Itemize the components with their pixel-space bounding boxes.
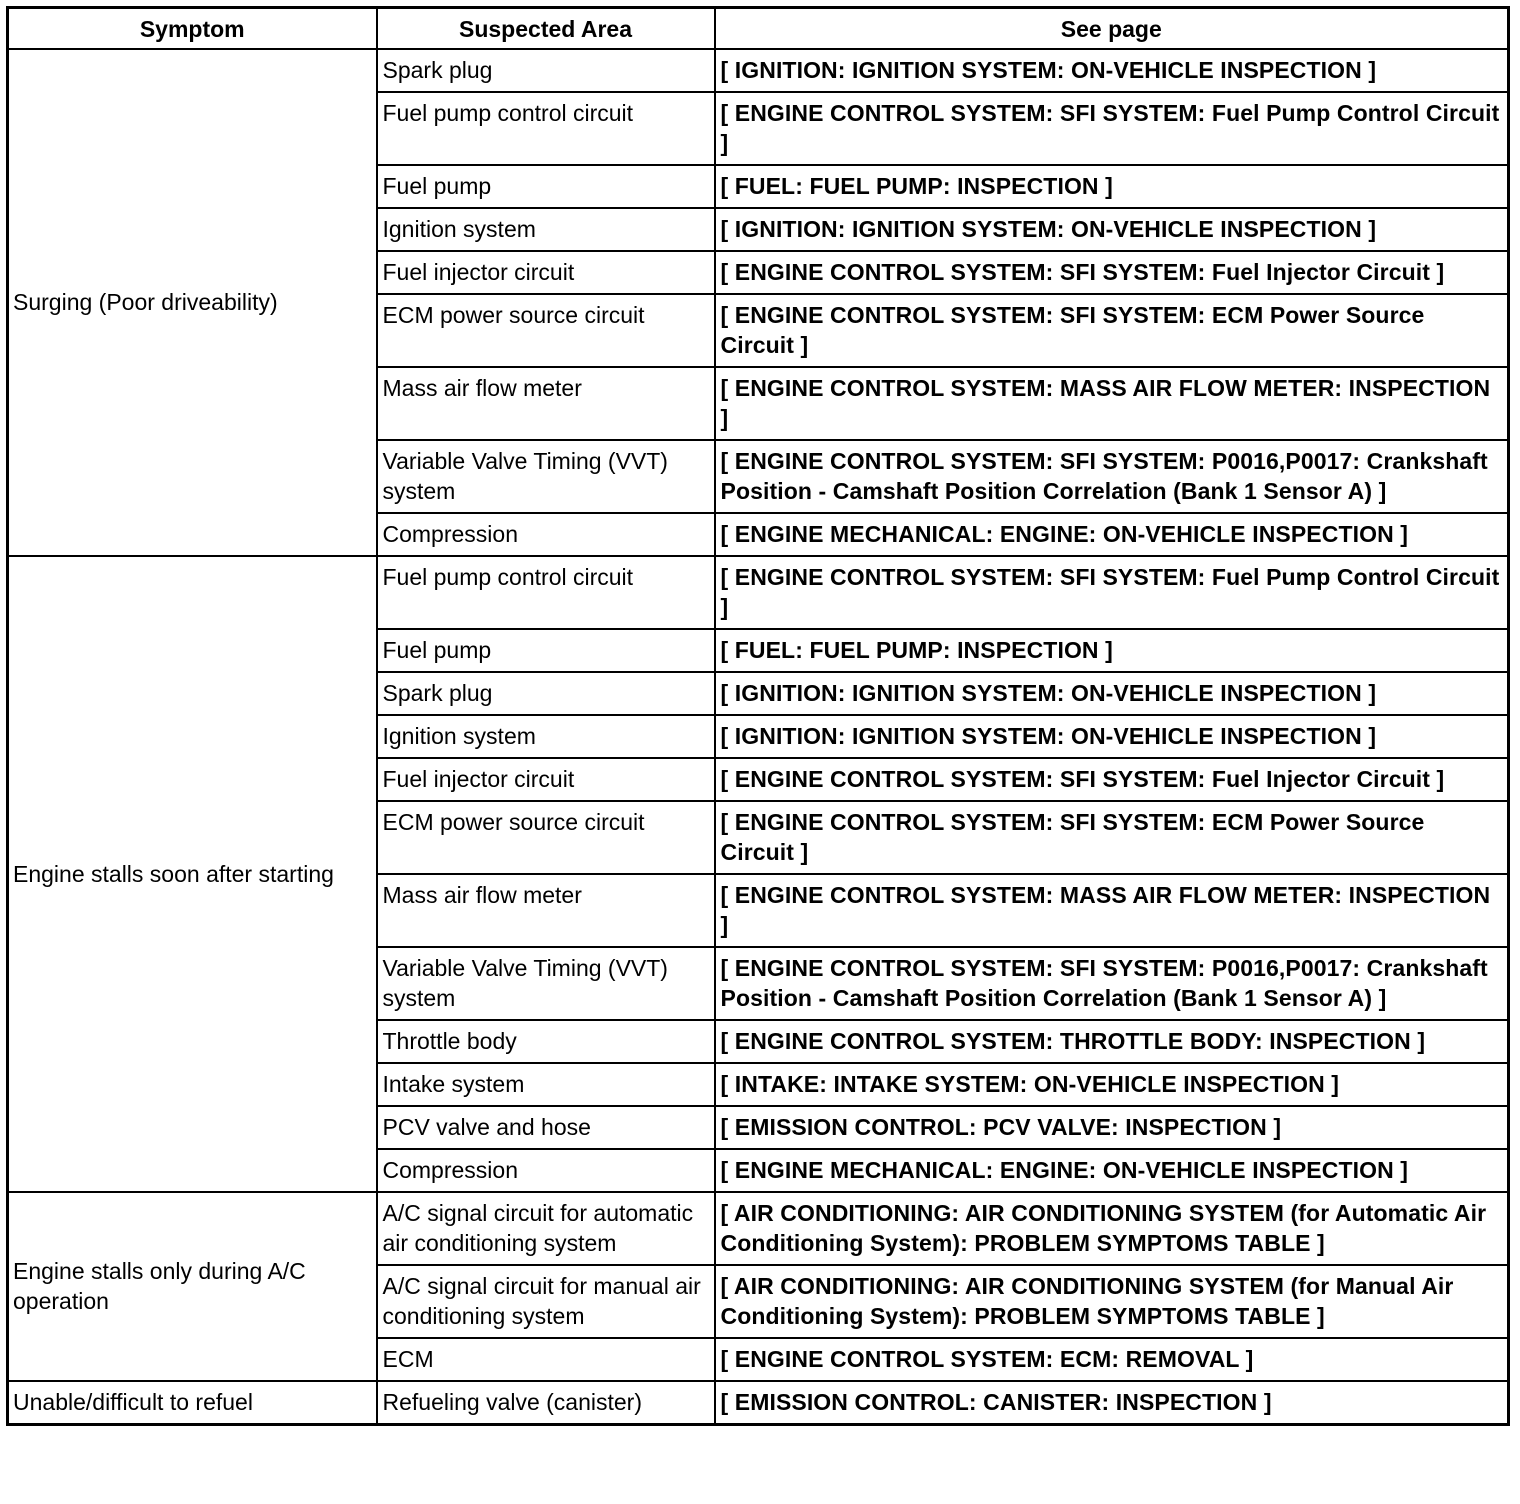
suspected-area-cell: Compression <box>377 513 715 556</box>
suspected-area-cell: A/C signal circuit for manual air conditioning system <box>377 1265 715 1338</box>
suspected-area-cell: Fuel pump <box>377 165 715 208</box>
see-page-link[interactable]: [ ENGINE CONTROL SYSTEM: SFI SYSTEM: P0016,P0017: Crankshaft Position - Camshaft Position Correlation (Bank 1 Sensor A) ] <box>715 947 1509 1020</box>
see-page-link[interactable]: [ ENGINE CONTROL SYSTEM: ECM: REMOVAL ] <box>715 1338 1509 1381</box>
see-page-link[interactable]: [ ENGINE CONTROL SYSTEM: SFI SYSTEM: ECM Power Source Circuit ] <box>715 801 1509 874</box>
see-page-link[interactable]: [ ENGINE CONTROL SYSTEM: SFI SYSTEM: Fuel Pump Control Circuit ] <box>715 92 1509 165</box>
see-page-link[interactable]: [ ENGINE CONTROL SYSTEM: MASS AIR FLOW METER: INSPECTION ] <box>715 874 1509 947</box>
suspected-area-cell: ECM <box>377 1338 715 1381</box>
suspected-area-cell: Spark plug <box>377 49 715 92</box>
table-row <box>8 1192 1509 1265</box>
suspected-area-cell: Intake system <box>377 1063 715 1106</box>
see-page-link[interactable]: [ IGNITION: IGNITION SYSTEM: ON-VEHICLE INSPECTION ] <box>715 208 1509 251</box>
see-page-link[interactable]: [ EMISSION CONTROL: CANISTER: INSPECTION ] <box>715 1381 1509 1425</box>
suspected-area-cell: Throttle body <box>377 1020 715 1063</box>
suspected-area-cell: Variable Valve Timing (VVT) system <box>377 947 715 1020</box>
header-symptom: Symptom <box>8 8 377 50</box>
header-see-page: See page <box>715 8 1509 50</box>
suspected-area-cell: Variable Valve Timing (VVT) system <box>377 440 715 513</box>
see-page-link[interactable]: [ INTAKE: INTAKE SYSTEM: ON-VEHICLE INSPECTION ] <box>715 1063 1509 1106</box>
header-suspected-area: Suspected Area <box>377 8 715 50</box>
see-page-link[interactable]: [ FUEL: FUEL PUMP: INSPECTION ] <box>715 165 1509 208</box>
see-page-link[interactable]: [ AIR CONDITIONING: AIR CONDITIONING SYSTEM (for Manual Air Conditioning System): PROBLEM SYMPTOMS TABLE ] <box>715 1265 1509 1338</box>
suspected-area-cell: Fuel injector circuit <box>377 758 715 801</box>
see-page-link[interactable]: [ ENGINE CONTROL SYSTEM: SFI SYSTEM: Fuel Pump Control Circuit ] <box>715 556 1509 629</box>
table-body <box>8 49 1509 1425</box>
symptom-cell: Engine stalls soon after starting <box>8 556 377 1192</box>
see-page-link[interactable]: [ ENGINE MECHANICAL: ENGINE: ON-VEHICLE INSPECTION ] <box>715 513 1509 556</box>
suspected-area-cell: Fuel pump control circuit <box>377 556 715 629</box>
suspected-area-cell: Mass air flow meter <box>377 874 715 947</box>
see-page-link[interactable]: [ IGNITION: IGNITION SYSTEM: ON-VEHICLE INSPECTION ] <box>715 715 1509 758</box>
table-row <box>8 1381 1509 1425</box>
header-row <box>8 8 1509 50</box>
suspected-area-cell: ECM power source circuit <box>377 294 715 367</box>
see-page-link[interactable]: [ ENGINE CONTROL SYSTEM: MASS AIR FLOW METER: INSPECTION ] <box>715 367 1509 440</box>
see-page-link[interactable]: [ ENGINE CONTROL SYSTEM: SFI SYSTEM: P0016,P0017: Crankshaft Position - Camshaft Position Correlation (Bank 1 Sensor A) ] <box>715 440 1509 513</box>
see-page-link[interactable]: [ ENGINE MECHANICAL: ENGINE: ON-VEHICLE INSPECTION ] <box>715 1149 1509 1192</box>
suspected-area-cell: ECM power source circuit <box>377 801 715 874</box>
suspected-area-cell: PCV valve and hose <box>377 1106 715 1149</box>
suspected-area-cell: Refueling valve (canister) <box>377 1381 715 1425</box>
see-page-link[interactable]: [ IGNITION: IGNITION SYSTEM: ON-VEHICLE INSPECTION ] <box>715 672 1509 715</box>
see-page-link[interactable]: [ FUEL: FUEL PUMP: INSPECTION ] <box>715 629 1509 672</box>
suspected-area-cell: Spark plug <box>377 672 715 715</box>
see-page-link[interactable]: [ ENGINE CONTROL SYSTEM: SFI SYSTEM: ECM Power Source Circuit ] <box>715 294 1509 367</box>
suspected-area-cell: Ignition system <box>377 208 715 251</box>
suspected-area-cell: A/C signal circuit for automatic air conditioning system <box>377 1192 715 1265</box>
suspected-area-cell: Fuel pump <box>377 629 715 672</box>
see-page-link[interactable]: [ ENGINE CONTROL SYSTEM: THROTTLE BODY: INSPECTION ] <box>715 1020 1509 1063</box>
symptom-cell: Unable/difficult to refuel <box>8 1381 377 1425</box>
see-page-link[interactable]: [ EMISSION CONTROL: PCV VALVE: INSPECTION ] <box>715 1106 1509 1149</box>
symptom-cell: Surging (Poor driveability) <box>8 49 377 556</box>
table-row <box>8 49 1509 92</box>
suspected-area-cell: Compression <box>377 1149 715 1192</box>
suspected-area-cell: Fuel pump control circuit <box>377 92 715 165</box>
suspected-area-cell: Ignition system <box>377 715 715 758</box>
see-page-link[interactable]: [ AIR CONDITIONING: AIR CONDITIONING SYSTEM (for Automatic Air Conditioning System): PROBLEM SYMPTOMS TABLE ] <box>715 1192 1509 1265</box>
see-page-link[interactable]: [ IGNITION: IGNITION SYSTEM: ON-VEHICLE INSPECTION ] <box>715 49 1509 92</box>
see-page-link[interactable]: [ ENGINE CONTROL SYSTEM: SFI SYSTEM: Fuel Injector Circuit ] <box>715 758 1509 801</box>
table-row <box>8 556 1509 629</box>
see-page-link[interactable]: [ ENGINE CONTROL SYSTEM: SFI SYSTEM: Fuel Injector Circuit ] <box>715 251 1509 294</box>
symptom-cell: Engine stalls only during A/C operation <box>8 1192 377 1381</box>
suspected-area-cell: Mass air flow meter <box>377 367 715 440</box>
symptom-table <box>6 6 1510 1426</box>
suspected-area-cell: Fuel injector circuit <box>377 251 715 294</box>
